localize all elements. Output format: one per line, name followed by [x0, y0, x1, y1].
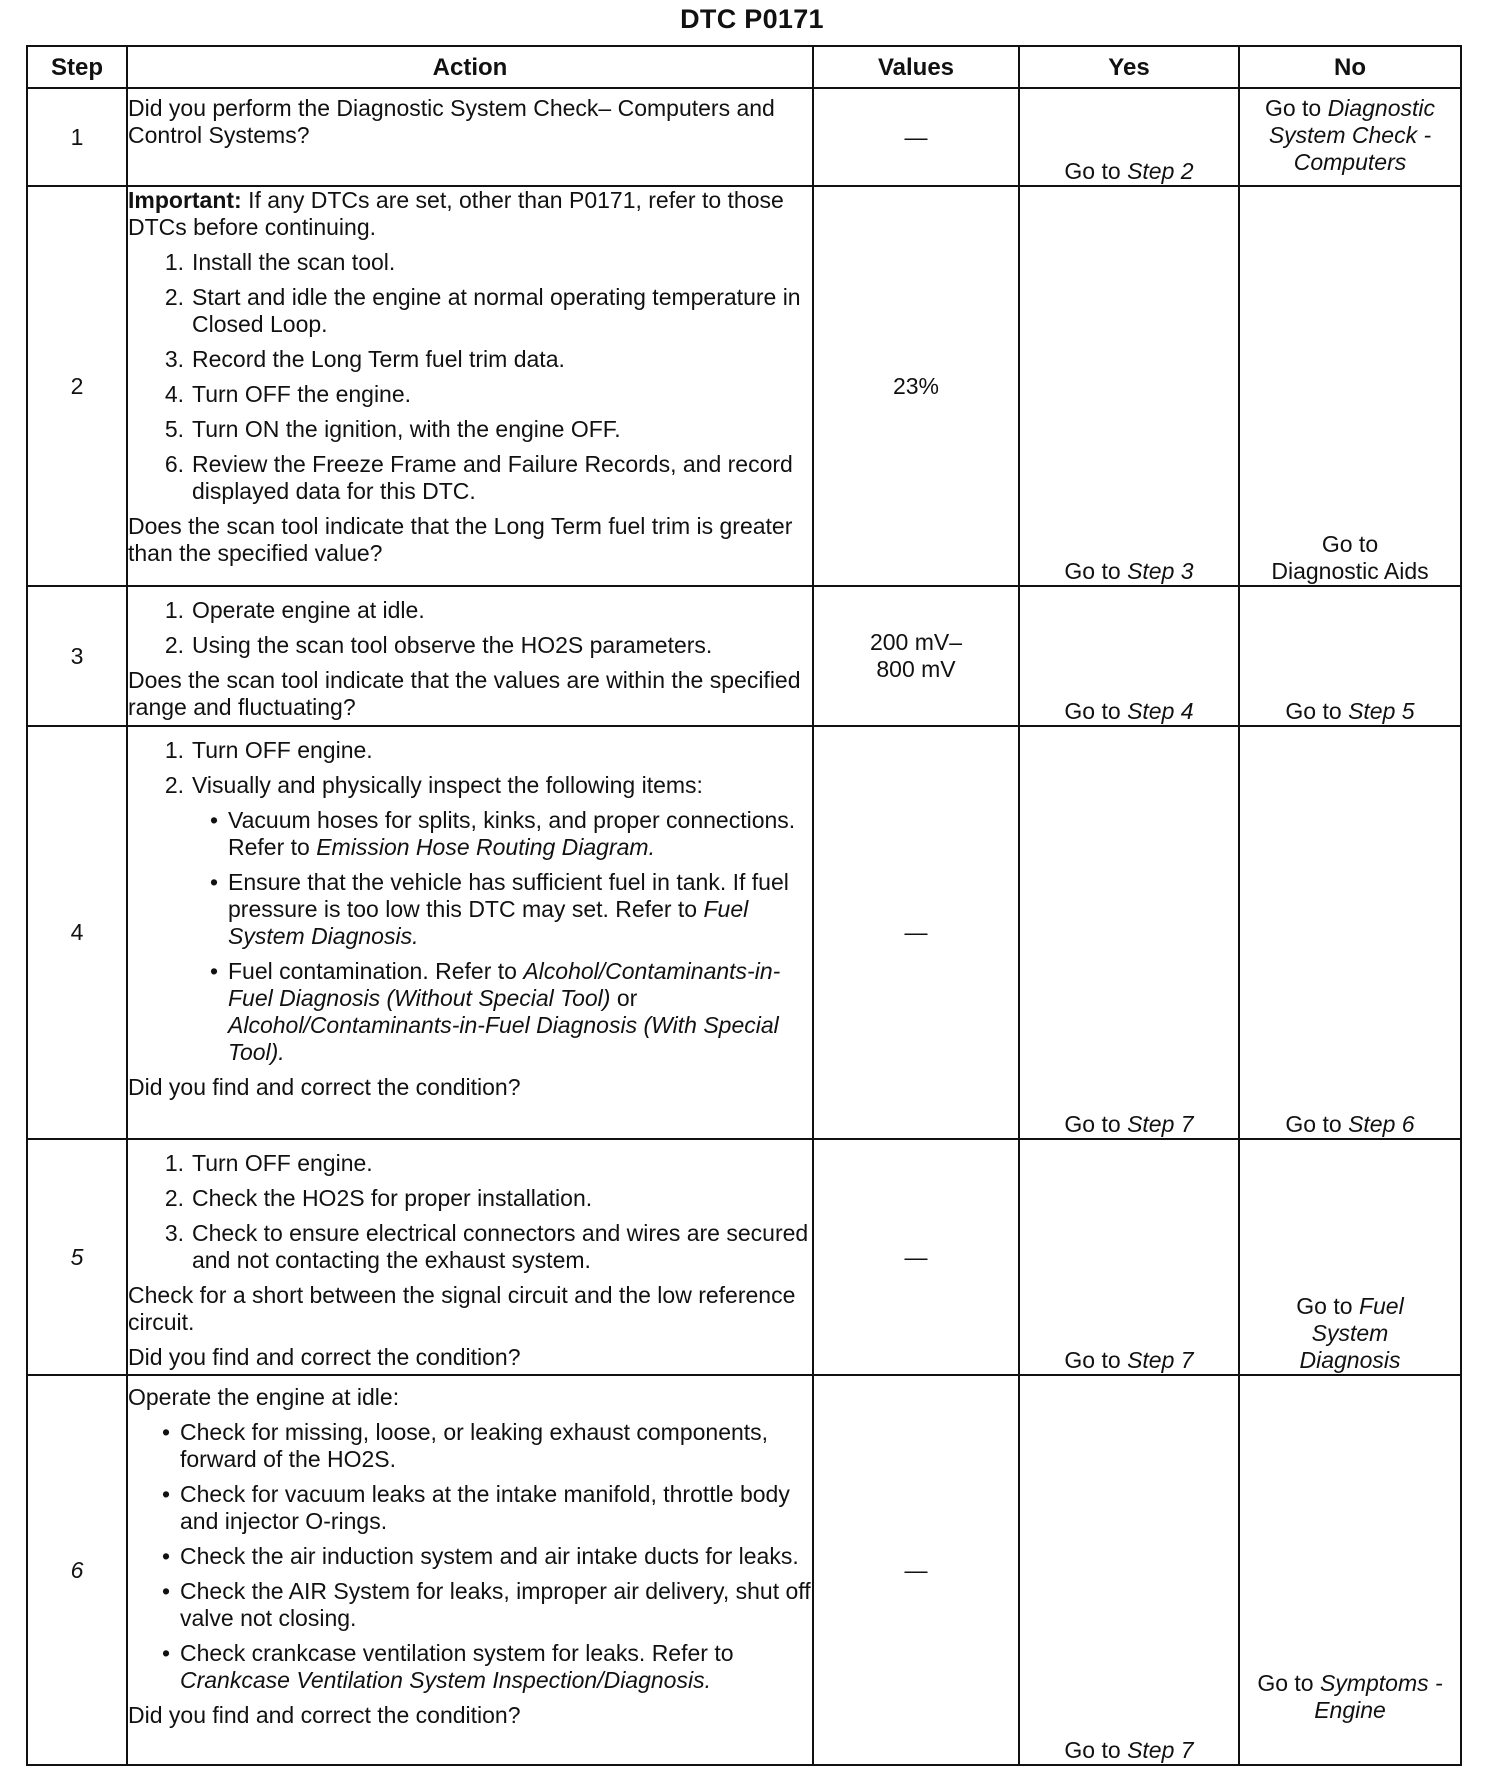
header-row: [27, 46, 1461, 88]
important-note: [128, 187, 812, 241]
list-item: 3. Record the Long Term fuel trim data.: [164, 346, 565, 372]
reference-link[interactable]: Alcohol/Contaminants-in-Fuel Diagnosis (Without Special Tool): [228, 958, 781, 1011]
action-question: Did you find and correct the condition?: [128, 1074, 521, 1100]
header-values: Values: [813, 46, 1019, 88]
yes-prefix: Go to: [1064, 698, 1121, 724]
no-cell[interactable]: [1239, 1375, 1461, 1765]
yes-prefix: Go to: [1064, 158, 1121, 184]
no-link[interactable]: Symptoms - Engine: [1314, 1670, 1443, 1723]
list-item: 1. Turn OFF engine.: [164, 1150, 373, 1176]
values-cell: —: [813, 1139, 1019, 1375]
no-link[interactable]: Step 5: [1348, 698, 1415, 724]
no-prefix: Go to: [1285, 698, 1342, 724]
table-row: [27, 88, 1461, 186]
values-cell: —: [813, 1375, 1019, 1765]
table-row: [27, 1139, 1461, 1375]
values-line: 200 mV–: [869, 629, 963, 655]
no-cell[interactable]: [1239, 726, 1461, 1139]
action-cell: [127, 186, 813, 586]
yes-link[interactable]: Step 4: [1127, 698, 1194, 724]
list-item: 1. Install the scan tool.: [164, 249, 396, 275]
action-check: Check for a short between the signal circuit and the low reference circuit.: [128, 1282, 796, 1335]
no-cell[interactable]: [1239, 586, 1461, 726]
list-item: 5. Turn ON the ignition, with the engine OFF.: [164, 416, 621, 442]
no-prefix: Go to: [1285, 1111, 1342, 1137]
action-cell: [127, 88, 813, 186]
header-step: Step: [27, 46, 127, 88]
important-label: Important:: [128, 187, 242, 213]
action-question: Does the scan tool indicate that the values are within the specified range and fluctuating?: [128, 667, 801, 720]
reference-link[interactable]: Emission Hose Routing Diagram.: [316, 834, 655, 860]
no-link[interactable]: Step 6: [1348, 1111, 1415, 1137]
step-number: 3: [27, 586, 127, 726]
step-number: 2: [27, 186, 127, 586]
yes-cell[interactable]: [1019, 586, 1239, 726]
bullet-item: • Vacuum hoses for splits, kinks, and proper connections. Refer to Emission Hose Routing Diagram.: [209, 807, 796, 860]
no-prefix: Go to: [1321, 531, 1379, 557]
values-cell: —: [813, 726, 1019, 1139]
header-yes: Yes: [1019, 46, 1239, 88]
step-number: 5: [27, 1139, 127, 1375]
bullet-item: • Check for missing, loose, or leaking exhaust components, forward of the HO2S.: [161, 1419, 769, 1472]
bullet-item: • Check the AIR System for leaks, improper air delivery, shut off valve not closing.: [161, 1578, 811, 1631]
list-item: 2. Using the scan tool observe the HO2S parameters.: [164, 632, 713, 658]
table-row: [27, 1375, 1461, 1765]
step-number: 1: [27, 88, 127, 186]
header-action: Action: [127, 46, 813, 88]
yes-cell[interactable]: [1019, 1375, 1239, 1765]
header-no: No: [1239, 46, 1461, 88]
action-intro: Operate the engine at idle:: [128, 1384, 400, 1410]
yes-cell[interactable]: [1019, 1139, 1239, 1375]
bullet-item: • Check for vacuum leaks at the intake manifold, throttle body and injector O-rings.: [161, 1481, 790, 1534]
bullet-item: • Check the air induction system and air intake ducts for leaks.: [161, 1543, 799, 1569]
list-item: 3. Check to ensure electrical connectors and wires are secured and not contacting the exhaust system.: [164, 1220, 809, 1273]
bullet-item: • Check crankcase ventilation system for leaks. Refer to Crankcase Ventilation System Inspection/Diagnosis.: [161, 1640, 734, 1693]
action-cell: [127, 726, 813, 1139]
action-question: Did you find and correct the condition?: [128, 1344, 521, 1370]
list-item: 2. Visually and physically inspect the following items:: [164, 772, 703, 798]
no-prefix: Go to: [1296, 1293, 1353, 1319]
yes-prefix: Go to: [1064, 558, 1121, 584]
list-item: 2. Check the HO2S for proper installation.: [164, 1185, 593, 1211]
no-cell[interactable]: [1239, 88, 1461, 186]
reference-link[interactable]: Fuel System Diagnosis.: [228, 896, 749, 949]
no-link[interactable]: Diagnostic Aids: [1271, 558, 1429, 584]
table-row: [27, 586, 1461, 726]
action-question: Did you find and correct the condition?: [128, 1702, 521, 1728]
yes-cell[interactable]: [1019, 186, 1239, 586]
no-link[interactable]: Fuel System Diagnosis: [1299, 1293, 1404, 1373]
table-row: [27, 186, 1461, 586]
yes-link[interactable]: Step 7: [1127, 1737, 1194, 1763]
reference-link[interactable]: Alcohol/Contaminants-in-Fuel Diagnosis (With Special Tool).: [228, 1012, 779, 1065]
important-text: If any DTCs are set, other than P0171, refer to those DTCs before continuing.: [128, 187, 784, 240]
bullet-item: • Ensure that the vehicle has sufficient fuel in tank. If fuel pressure is too low this DTC may set. Refer to Fuel System Diagnosis.: [209, 869, 789, 949]
action-cell: [127, 1375, 813, 1765]
action-cell: [127, 1139, 813, 1375]
no-link[interactable]: Diagnostic System Check - Computers: [1268, 95, 1436, 175]
values-cell: [813, 586, 1019, 726]
list-item: 4. Turn OFF the engine.: [164, 381, 412, 407]
yes-prefix: Go to: [1064, 1347, 1121, 1373]
values-cell: —: [813, 88, 1019, 186]
dtc-table: [26, 45, 1462, 1766]
list-item: 1. Turn OFF engine.: [164, 737, 373, 763]
list-item: 2. Start and idle the engine at normal operating temperature in Closed Loop.: [164, 284, 801, 337]
values-line: 800 mV: [876, 656, 956, 682]
list-item: 1. Operate engine at idle.: [164, 597, 425, 623]
yes-link[interactable]: Step 7: [1127, 1347, 1194, 1373]
yes-link[interactable]: Step 7: [1127, 1111, 1194, 1137]
action-cell: [127, 586, 813, 726]
yes-link[interactable]: Step 3: [1127, 558, 1194, 584]
yes-prefix: Go to: [1064, 1111, 1121, 1137]
yes-prefix: Go to: [1064, 1737, 1121, 1763]
table-row: [27, 726, 1461, 1139]
reference-link[interactable]: Crankcase Ventilation System Inspection/Diagnosis.: [180, 1667, 711, 1693]
step-number: 4: [27, 726, 127, 1139]
yes-cell[interactable]: [1019, 726, 1239, 1139]
step-number: 6: [27, 1375, 127, 1765]
no-prefix: Go to: [1264, 95, 1322, 121]
yes-cell[interactable]: [1019, 88, 1239, 186]
values-cell: 23%: [813, 186, 1019, 586]
no-prefix: Go to: [1257, 1670, 1314, 1696]
yes-link[interactable]: Step 2: [1127, 158, 1194, 184]
action-text: Did you perform the Diagnostic System Check– Computers and Control Systems?: [128, 95, 775, 148]
list-item: 6. Review the Freeze Frame and Failure Records, and record displayed data for this DTC.: [164, 451, 793, 504]
action-question: Does the scan tool indicate that the Long Term fuel trim is greater than the specified value?: [128, 513, 793, 566]
bullet-item: • Fuel contamination. Refer to Alcohol/Contaminants-in-Fuel Diagnosis (Without Special Tool) or Alcohol/Contaminants-in-Fuel Diagnosis (With Special Tool).: [209, 958, 781, 1065]
no-cell[interactable]: [1239, 1139, 1461, 1375]
page-title: DTC P0171: [680, 4, 824, 34]
no-cell[interactable]: [1239, 186, 1461, 586]
